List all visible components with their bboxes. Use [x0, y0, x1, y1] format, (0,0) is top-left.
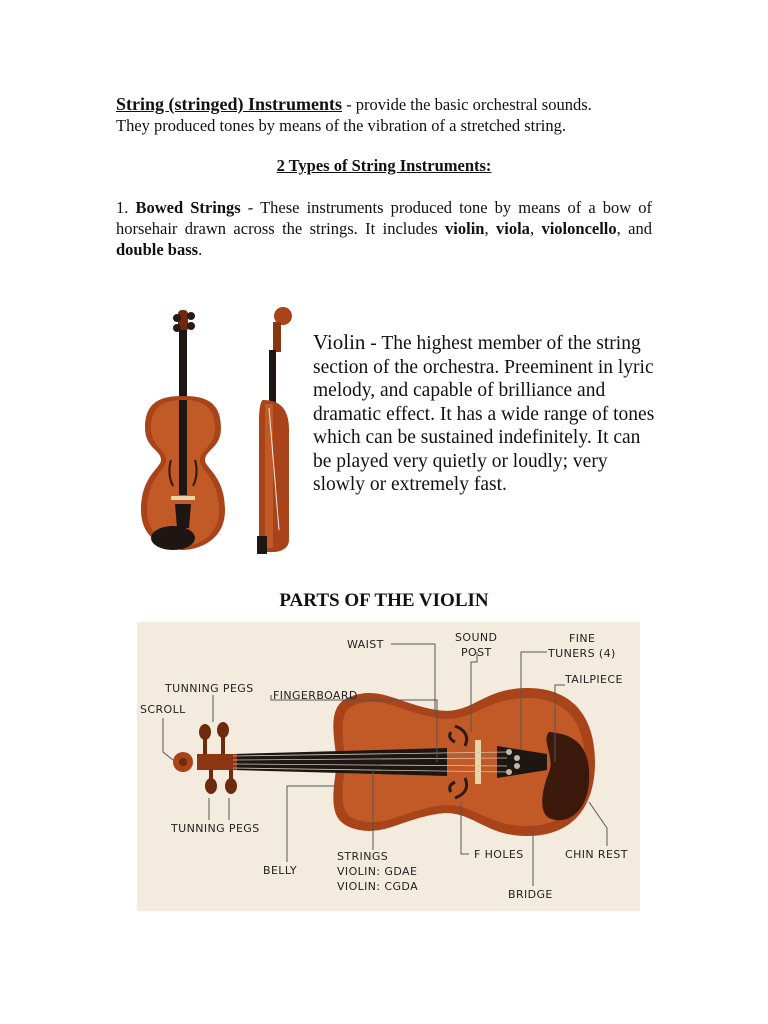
bowed-number: 1. [116, 198, 136, 217]
label-sound-post-2: POST [461, 646, 492, 659]
double-bass-term: double bass [116, 240, 199, 259]
label-fine-tuners-2: TUNERS (4) [548, 647, 616, 660]
violin-description [313, 331, 658, 497]
bowed-text: - These instruments produced tone by means of a bow of horsehair drawn across the strings. It includes [116, 198, 653, 238]
label-tailpiece: TAILPIECE [565, 673, 623, 686]
violin-description-text: - The highest member of the string section of the orchestra. Preeminent in lyric melody, and capable of brilliance and dramatic effect. It has a wide range of tones which can be sustained indefinitely. It can be played very quietly or loudly; very slowly or extremely fast. [313, 333, 655, 495]
label-tunning-pegs-top: TUNNING PEGS [165, 682, 254, 695]
viola-term: viola [496, 219, 530, 238]
separator: , [529, 219, 542, 238]
parts-title: PARTS OF THE VIOLIN [279, 590, 489, 611]
separator: , [484, 219, 497, 238]
bowed-term: Bowed Strings [135, 198, 241, 217]
label-chin-rest: CHIN REST [565, 848, 628, 861]
intro-text-2: They produced tones by means of the vibration of a stretched string. [116, 116, 566, 135]
violin-term: violin [445, 219, 485, 238]
label-scroll: SCROLL [140, 703, 186, 716]
intro-paragraph [116, 94, 656, 136]
intro-text-1: - provide the basic orchestral sounds. [342, 95, 592, 114]
violin-front-image [141, 310, 225, 550]
bowed-strings-paragraph [116, 197, 652, 260]
label-strings-2: VIOLIN: GDAE [337, 865, 418, 878]
label-fingerboard: FINGERBOARD [273, 689, 358, 702]
label-waist: WAIST [347, 638, 384, 651]
label-belly: BELLY [263, 864, 298, 877]
types-heading: 2 Types of String Instruments: [276, 156, 492, 175]
section-heading: String (stringed) Instruments [116, 94, 343, 114]
label-fine-tuners-1: FINE [569, 632, 596, 645]
violin-side-image [257, 307, 292, 554]
violin-photo [133, 300, 303, 558]
violoncello-term: violoncello [541, 219, 617, 238]
label-strings-3: VIOLIN: CGDA [337, 880, 419, 893]
separator: , and [616, 219, 652, 238]
label-f-holes: F HOLES [474, 848, 524, 861]
period: . [198, 240, 203, 259]
label-tunning-pegs-bottom: TUNNING PEGS [171, 822, 260, 835]
violin-description-term: Violin [313, 330, 366, 354]
label-sound-post-1: SOUND [455, 631, 498, 644]
label-strings-1: STRINGS [337, 850, 389, 863]
violin-parts-diagram [137, 622, 640, 911]
label-bridge: BRIDGE [508, 888, 553, 901]
